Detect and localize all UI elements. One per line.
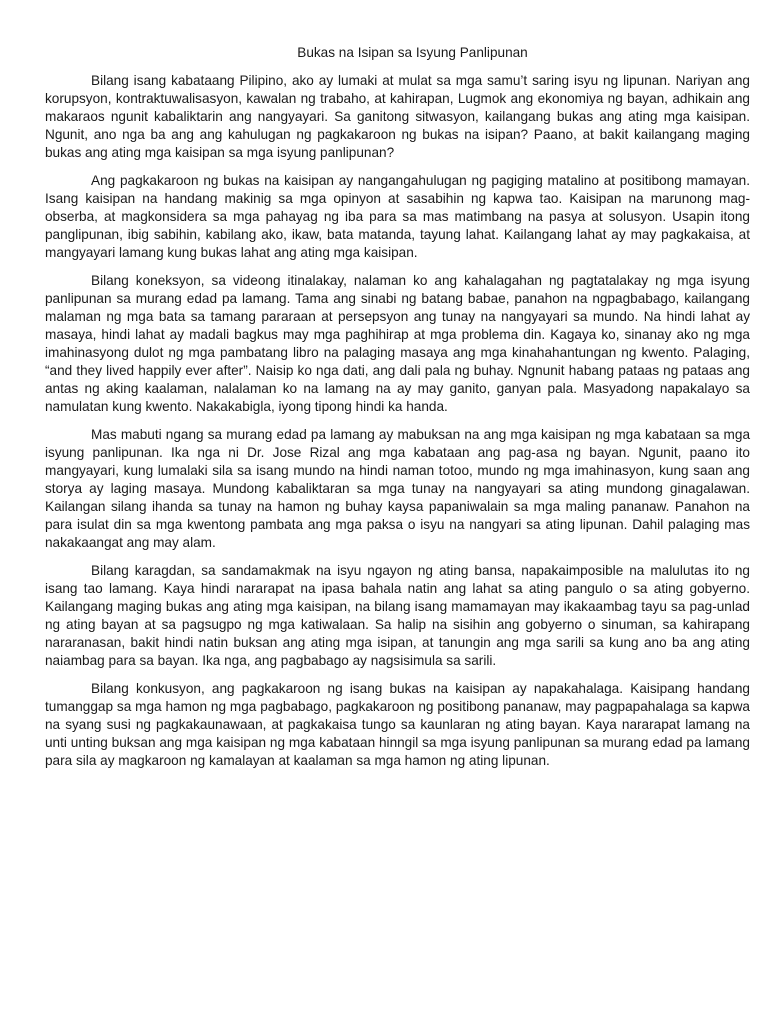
paragraph-introduction: Bilang isang kabataang Pilipino, ako ay lumaki at mulat sa mga samu’t saring isyu ng lipunan. Nariyan ang korupsyon, kontraktuwalisasyon, kawalan ng trabaho, at kahirapan, Lugmok ang ekonomiya ng bayan, adhikain ang makaraos ngunit kabaliktarin ang nangyayari. Sa ganitong sitwasyon, kailangang bukas ang ating mga kaisipan. Ngunit, ano nga ba ang ang kahulugan ng pagkakaroon ng bukas na isipan? Paano, at bakit kailangang maging bukas ang ating mga kaisipan sa mga isyung panlipunan? [45, 73, 750, 160]
paragraph-definition: Ang pagkakaroon ng bukas na kaisipan ay nangangahulugan ng pagiging matalino at positibong mamayan. Isang kaisipan na handang makinig sa mga opinyon at sasabihin ng kapwa tao. Kaisipan na marunong mag-obserba, at magkonsidera sa mga pahayag ng iba para sa mas matimbang na pasya at solusyon. Usapin itong panglipunan, ibig sabihin, kabilang ako, ikaw, bata matanda, tayung lahat. Kailangang lahat ay may pagkakaisa, at mangyayari lamang kung bukas lahat ang ating mga kaisipan. [45, 173, 750, 260]
paragraph-youth: Mas mabuti ngang sa murang edad pa lamang ay mabuksan na ang mga kaisipan ng mga kabataan sa mga isyung panlipunan. Ika nga ni Dr. Jose Rizal ang mga kabataan ang pag-asa ng bayan. Ngunit, paano ito mangyayari, kung lumalaki sila sa isang mundo na hindi naman totoo, mundo ng mga imahinasyon, kung saan ang storya ay laging masaya. Mundong kabaliktaran sa mga tunay na nangyayari sa ating mundong ginagalawan. Kailangan silang ihanda sa tunay na hamon ng buhay kaysa papaniwalain sa mga maling pananaw. Panahon na para isulat din sa mga kwentong pambata ang mga paksa o isyu na nangyari sa ating lipunan. Dahil palaging mas nakakaangat ang may alam. [45, 427, 750, 550]
document-title: Bukas na Isipan sa Isyung Panlipunan [297, 45, 528, 60]
paragraph-connection: Bilang koneksyon, sa videong itinalakay, nalaman ko ang kahalagahan ng pagtatalakay ng mga isyung panlipunan sa murang edad pa lamang. Tama ang sinabi ng batang babae, panahon na ngpagbabago, kailangang malaman ng mga bata sa tamang pararaan at persepsyon ang tunay na nangyayari sa mundo. Na hindi lahat ay masaya, hindi lahat ay madali bagkus may mga paghihirap at mga problema din. Kagaya ko, sinanay ako ng mga imahinasyong dulot ng mga pambatang libro na palaging masaya ang mga kinahahantungan ng kwento. Palaging, “and they lived happily ever after”. Naisip ko nga dati, ang dali pala ng buhay. Ngnunit habang pataas ng pataas ang antas ng aking kaalaman, nalalaman ko na lamang na ay may ganito, ganyan pala. Masyadong napakalayo sa namulatan kung kwento. Nakakabigla, iyong tipong hindi ka handa. [45, 273, 750, 414]
document-page [45, 44, 750, 780]
paragraph-conclusion: Bilang konkusyon, ang pagkakaroon ng isang bukas na kaisipan ay napakahalaga. Kaisipang handang tumanggap sa mga hamon ng mga pagbabago, pagkakaroon ng positibong pananaw, may pagpapahalaga sa kapwa na syang susi ng pagkakaunawaan, at pagkakaisa tungo sa kaunlaran ng ating bayan. Kaya nararapat lamang na unti unting buksan ang mga kaisipan ng mga kabataan hinngil sa mga isyung panlipunan sa murang edad pa lamang para sila ay magkaroon ng kamalayan at kaalaman sa mga hamon ng ating lipunan. [45, 681, 750, 768]
paragraph-addition: Bilang karagdan, sa sandamakmak na isyu ngayon ng ating bansa, napakaimposible na malulutas ito ng isang tao lamang. Kaya hindi nararapat na ipasa bahala natin ang lahat sa ating pangulo o sa ating gobyerno. Kailangang maging bukas ang ating mga kaisipan, na bilang isang mamamayan may ikakaambag tayu sa pag-unlad ng ating bayan at sa pagsugpo ng mga katiwalaan. Sa halip na sisihin ang gobyerno o sinuman, sa kahirapang nararanasan, bakit hindi natin buksan ang ating mga isipan, at tanungin ang mga sarili sa kung ano ba ang ating naiambag para sa bayan. Ika nga, ang pagbabago ay nagsisimula sa sarili. [45, 563, 750, 668]
